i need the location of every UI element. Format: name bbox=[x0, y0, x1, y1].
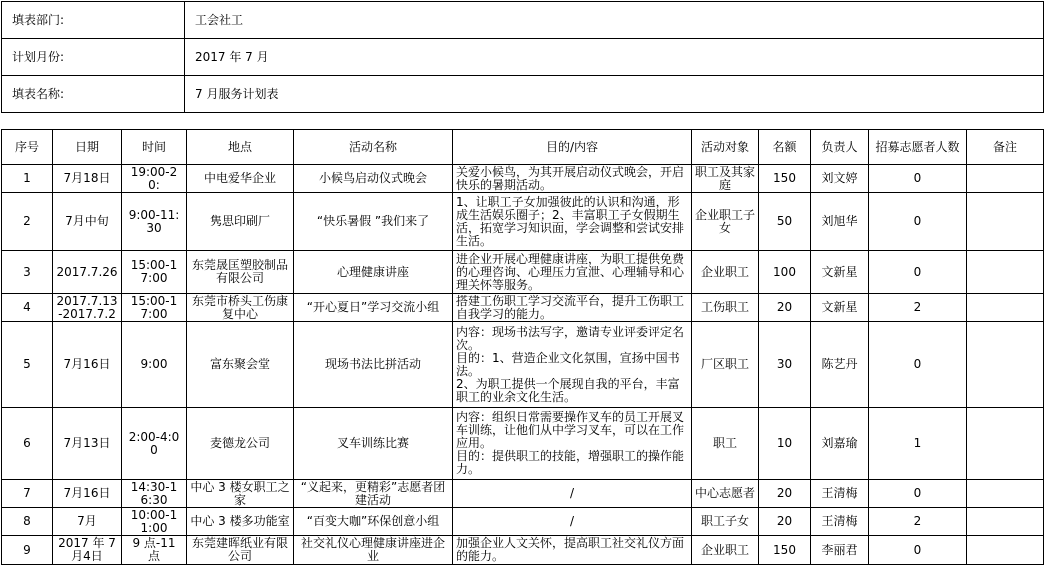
row-place: 富东聚会堂 bbox=[187, 322, 294, 408]
col-header: 备注 bbox=[967, 130, 1044, 165]
row-activity: 现场书法比拼活动 bbox=[294, 322, 453, 408]
row-volunteers: 0 bbox=[869, 165, 967, 193]
row-activity: “义起来，更精彩”志愿者团建活动 bbox=[294, 480, 453, 508]
table-row bbox=[2, 536, 1044, 565]
row-content: 进企业开展心理健康讲座，为职工提供免费的心理咨询、心理压力宣泄、心理辅导和心理关怀等服务。 bbox=[453, 251, 692, 294]
row-quota: 50 bbox=[759, 193, 811, 251]
row-place: 中心 3 楼女职工之家 bbox=[187, 480, 294, 508]
col-header: 序号 bbox=[2, 130, 53, 165]
plan-table bbox=[1, 129, 1044, 565]
col-header: 时间 bbox=[122, 130, 187, 165]
table-row bbox=[2, 165, 1044, 193]
row-quota: 20 bbox=[759, 480, 811, 508]
row-volunteers: 0 bbox=[869, 193, 967, 251]
row-activity: “开心夏日”学习交流小组 bbox=[294, 294, 453, 322]
row-time: 15:00-17:00 bbox=[122, 294, 187, 322]
dept-value: 工会社工 bbox=[185, 2, 1044, 39]
row-volunteers: 2 bbox=[869, 508, 967, 536]
row-target: 职工子女 bbox=[692, 508, 759, 536]
table-row bbox=[2, 322, 1044, 408]
row-date: 7月中旬 bbox=[53, 193, 122, 251]
row-target: 企业职工 bbox=[692, 536, 759, 565]
row-activity: 社交礼仪心理健康讲座进企业 bbox=[294, 536, 453, 565]
row-activity: 心理健康讲座 bbox=[294, 251, 453, 294]
row-note bbox=[967, 408, 1044, 480]
row-owner: 文新星 bbox=[811, 294, 869, 322]
row-activity: “快乐暑假 ”我们来了 bbox=[294, 193, 453, 251]
row-note bbox=[967, 165, 1044, 193]
row-content: / bbox=[453, 508, 692, 536]
row-quota: 20 bbox=[759, 508, 811, 536]
row-quota: 150 bbox=[759, 536, 811, 565]
row-time: 9 点-11 点 bbox=[122, 536, 187, 565]
row-time: 19:00-20: bbox=[122, 165, 187, 193]
row-owner: 刘文婷 bbox=[811, 165, 869, 193]
col-header: 地点 bbox=[187, 130, 294, 165]
col-header: 负责人 bbox=[811, 130, 869, 165]
table-row bbox=[2, 408, 1044, 480]
row-content: 关爱小候鸟，为其开展启动仪式晚会，开启快乐的暑期活动。 bbox=[453, 165, 692, 193]
row-owner: 陈艺丹 bbox=[811, 322, 869, 408]
header-info-table bbox=[1, 1, 1044, 113]
row-date: 2017 年 7 月4日 bbox=[53, 536, 122, 565]
row-seq: 9 bbox=[2, 536, 53, 565]
row-date: 2017.7.13-2017.7.2 bbox=[53, 294, 122, 322]
table-row bbox=[2, 251, 1044, 294]
row-quota: 30 bbox=[759, 322, 811, 408]
row-owner: 文新星 bbox=[811, 251, 869, 294]
row-target: 厂区职工 bbox=[692, 322, 759, 408]
table-body bbox=[2, 165, 1044, 565]
row-quota: 20 bbox=[759, 294, 811, 322]
row-place: 东莞晟匡塑胶制品有限公司 bbox=[187, 251, 294, 294]
row-volunteers: 2 bbox=[869, 294, 967, 322]
row-time: 9:00 bbox=[122, 322, 187, 408]
row-target: 企业职工子女 bbox=[692, 193, 759, 251]
row-owner: 刘旭华 bbox=[811, 193, 869, 251]
row-volunteers: 0 bbox=[869, 251, 967, 294]
row-date: 7月18日 bbox=[53, 165, 122, 193]
row-seq: 8 bbox=[2, 508, 53, 536]
row-content: 内容：现场书法写字，邀请专业评委评定名次。 目的：1、营造企业文化氛围，宣扬中国书法。 2、为职工提供一个展现自我的平台，丰富职工的业余文化生活。 bbox=[453, 322, 692, 408]
row-owner: 王清梅 bbox=[811, 508, 869, 536]
row-quota: 100 bbox=[759, 251, 811, 294]
row-note bbox=[967, 508, 1044, 536]
row-seq: 7 bbox=[2, 480, 53, 508]
row-time: 9:00-11:30 bbox=[122, 193, 187, 251]
row-date: 2017.7.26 bbox=[53, 251, 122, 294]
row-content: 搭建工伤职工学习交流平台，提升工伤职工自我学习的能力。 bbox=[453, 294, 692, 322]
row-time: 2:00-4:00 bbox=[122, 408, 187, 480]
row-date: 7月13日 bbox=[53, 408, 122, 480]
row-target: 职工及其家庭 bbox=[692, 165, 759, 193]
dept-row bbox=[2, 2, 1044, 39]
row-note bbox=[967, 251, 1044, 294]
row-seq: 2 bbox=[2, 193, 53, 251]
row-volunteers: 0 bbox=[869, 322, 967, 408]
row-content: / bbox=[453, 480, 692, 508]
row-note bbox=[967, 480, 1044, 508]
row-place: 东莞市桥头工伤康复中心 bbox=[187, 294, 294, 322]
col-header: 活动名称 bbox=[294, 130, 453, 165]
row-note bbox=[967, 536, 1044, 565]
row-owner: 李丽君 bbox=[811, 536, 869, 565]
month-label: 计划月份: bbox=[2, 39, 185, 76]
col-header: 日期 bbox=[53, 130, 122, 165]
col-header: 名额 bbox=[759, 130, 811, 165]
row-time: 10:00-11:00 bbox=[122, 508, 187, 536]
row-place: 麦德龙公司 bbox=[187, 408, 294, 480]
row-volunteers: 0 bbox=[869, 536, 967, 565]
row-date: 7月 bbox=[53, 508, 122, 536]
name-row bbox=[2, 76, 1044, 113]
row-target: 中心志愿者 bbox=[692, 480, 759, 508]
row-date: 7月16日 bbox=[53, 480, 122, 508]
row-target: 企业职工 bbox=[692, 251, 759, 294]
row-activity: 叉车训练比赛 bbox=[294, 408, 453, 480]
row-seq: 3 bbox=[2, 251, 53, 294]
col-header: 活动对象 bbox=[692, 130, 759, 165]
row-place: 东莞建晖纸业有限公司 bbox=[187, 536, 294, 565]
row-place: 中心 3 楼多功能室 bbox=[187, 508, 294, 536]
table-row bbox=[2, 508, 1044, 536]
row-content: 加强企业人文关怀，提高职工社交礼仪方面的能力。 bbox=[453, 536, 692, 565]
row-activity: “百变大咖”环保创意小组 bbox=[294, 508, 453, 536]
row-content: 1、让职工子女加强彼此的认识和沟通，形成生活娱乐圈子；2、丰富职工子女假期生活，拓宽学习知识面，学会调整和尝试安排生活。 bbox=[453, 193, 692, 251]
row-date: 7月16日 bbox=[53, 322, 122, 408]
row-quota: 10 bbox=[759, 408, 811, 480]
row-seq: 6 bbox=[2, 408, 53, 480]
row-volunteers: 0 bbox=[869, 480, 967, 508]
col-header: 目的/内容 bbox=[453, 130, 692, 165]
row-owner: 刘嘉瑜 bbox=[811, 408, 869, 480]
row-time: 15:00-17:00 bbox=[122, 251, 187, 294]
form-name-label: 填表名称: bbox=[2, 76, 185, 113]
row-note bbox=[967, 294, 1044, 322]
row-note bbox=[967, 322, 1044, 408]
row-content: 内容：组织日常需要操作叉车的员工开展叉车训练，让他们从中学习叉车，可以在工作应用。 目的：提供职工的技能，增强职工的操作能力。 bbox=[453, 408, 692, 480]
col-header: 招募志愿者人数 bbox=[869, 130, 967, 165]
row-time: 14:30-16:30 bbox=[122, 480, 187, 508]
table-row bbox=[2, 193, 1044, 251]
row-seq: 1 bbox=[2, 165, 53, 193]
dept-label: 填表部门: bbox=[2, 2, 185, 39]
row-note bbox=[967, 193, 1044, 251]
row-seq: 4 bbox=[2, 294, 53, 322]
row-activity: 小候鸟启动仪式晚会 bbox=[294, 165, 453, 193]
row-place: 中电爱华企业 bbox=[187, 165, 294, 193]
row-target: 工伤职工 bbox=[692, 294, 759, 322]
row-place: 隽思印刷厂 bbox=[187, 193, 294, 251]
table-row bbox=[2, 294, 1044, 322]
row-owner: 王清梅 bbox=[811, 480, 869, 508]
month-row bbox=[2, 39, 1044, 76]
table-row bbox=[2, 480, 1044, 508]
form-name-value: 7 月服务计划表 bbox=[185, 76, 1044, 113]
row-quota: 150 bbox=[759, 165, 811, 193]
table-header-row bbox=[2, 130, 1044, 165]
row-volunteers: 1 bbox=[869, 408, 967, 480]
month-value: 2017 年 7 月 bbox=[185, 39, 1044, 76]
row-seq: 5 bbox=[2, 322, 53, 408]
row-target: 职工 bbox=[692, 408, 759, 480]
